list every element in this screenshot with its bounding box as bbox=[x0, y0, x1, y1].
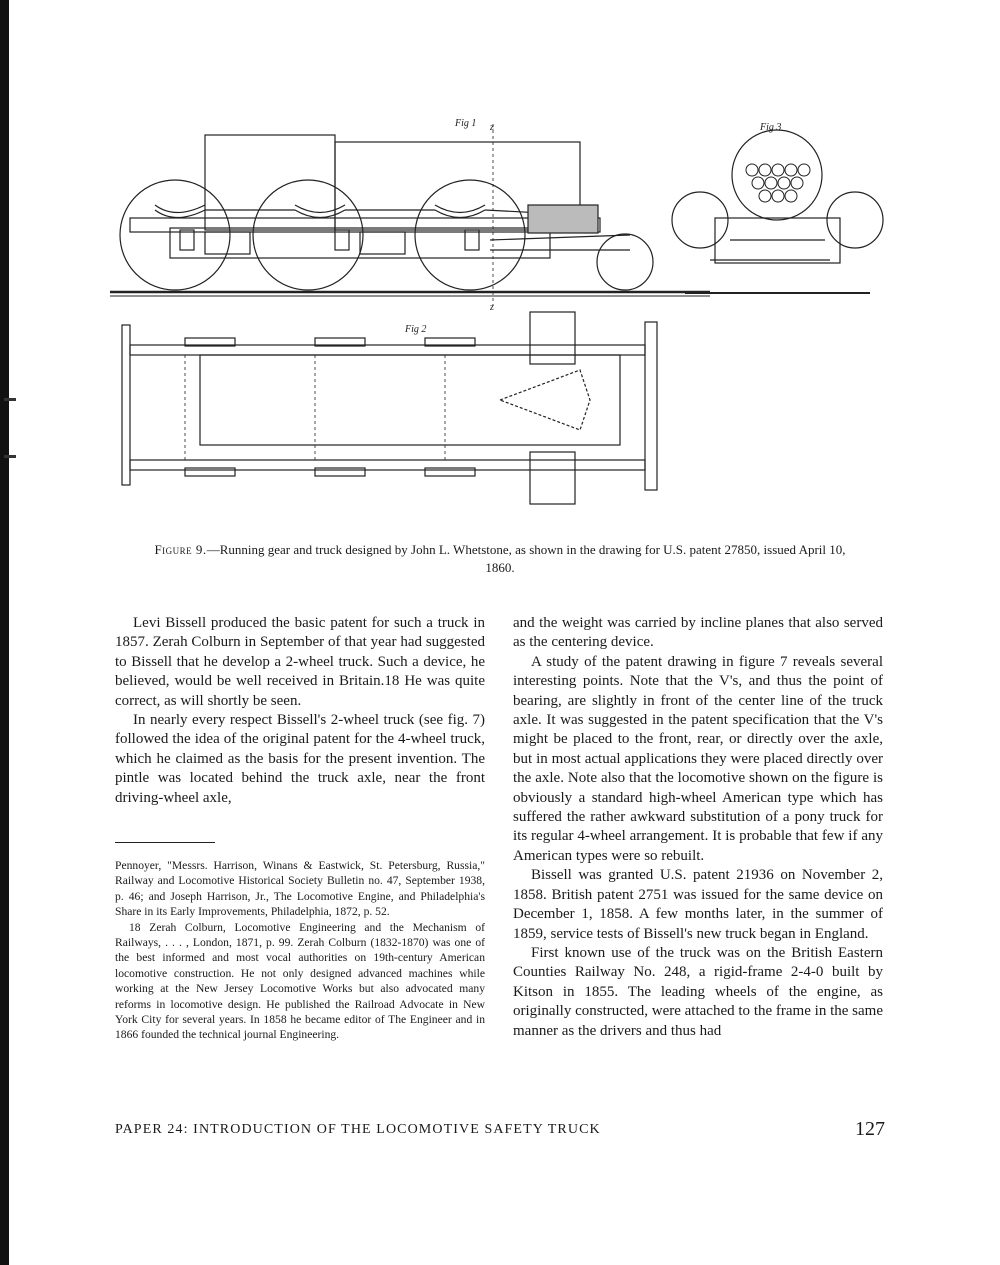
fig1-label: Fig 1 bbox=[455, 118, 477, 129]
section-mark-top: z bbox=[490, 122, 494, 133]
binding-mark bbox=[4, 455, 16, 458]
axle-box bbox=[180, 230, 194, 250]
paragraph: A study of the patent drawing in figure 7 reveals several interesting points. Note that the V's, and thus the point of bearing, are slightly in front of the center line of the truck axle. It was suggested in the patent specification that the V's might be placed to the front, rear, or directly over the axle, but in most actual applications they were placed directly over the axle. Note also that the locomotive shown on the figure is obviously a standard high-wheel American type which has suffered the rather awkward substitution of a pony truck for its regular 4-wheel arrangement. It is probable that few if any American types were so rebuilt. bbox=[513, 653, 883, 864]
wheel-end-view bbox=[827, 192, 883, 248]
page-footer bbox=[115, 1118, 885, 1142]
wheel-end-view bbox=[672, 192, 728, 248]
boiler-tubes bbox=[746, 164, 810, 202]
plan-truck-v bbox=[500, 370, 590, 430]
boiler-casing-front bbox=[205, 135, 335, 230]
paragraph: First known use of the truck was on the British Eastern Counties Railway No. 248, a rigid-frame 2-4-0 built by Kitson in 1855. The leading wheels of the engine, as originally constructed, were attached to the frame in the same manner as the drivers and thus had bbox=[513, 944, 883, 1039]
footnote-rule bbox=[115, 842, 215, 843]
page-number: 127 bbox=[855, 1118, 885, 1140]
binding-mark bbox=[4, 398, 16, 401]
patent-drawing-figure bbox=[110, 110, 890, 520]
plan-boiler bbox=[200, 355, 620, 445]
left-column bbox=[115, 614, 485, 808]
figure-caption bbox=[150, 541, 850, 577]
axle-box bbox=[465, 230, 479, 250]
section-mark-bottom: z bbox=[490, 302, 494, 313]
fig2-label: Fig 2 bbox=[405, 324, 427, 335]
caption-lead: Figure 9. bbox=[154, 542, 207, 557]
plan-wheel-bottom bbox=[315, 468, 365, 476]
leaf-spring bbox=[155, 210, 205, 218]
paragraph: In nearly every respect Bissell's 2-wheel truck (see fig. 7) followed the idea of the original patent for the 4-wheel truck, which he claimed as the basis for the present invention. The pintle was located behind the truck axle, near the front driving-wheel axle, bbox=[115, 712, 485, 806]
smokebox-end bbox=[732, 130, 822, 220]
driving-wheel bbox=[253, 180, 363, 290]
leaf-spring bbox=[435, 205, 485, 213]
leaf-spring bbox=[295, 205, 345, 213]
footnotes bbox=[115, 858, 485, 1043]
leaf-spring bbox=[295, 210, 345, 218]
right-column bbox=[513, 614, 883, 1041]
plan-wheel-bottom bbox=[185, 468, 235, 476]
footnote: Pennoyer, "Messrs. Harrison, Winans & Eastwick, St. Petersburg, Russia," Railway and Locomotive Historical Society Bulletin no. 47, September 1938, p. 46; and Joseph Harrison, Jr., The Locomotive Engine, and Philadelphia's Share in its Early Improvements, Philadelphia, 1872, p. 52. bbox=[115, 859, 485, 919]
paragraph: and the weight was carried by incline planes that also served as the centering device. bbox=[513, 615, 883, 651]
truck-wheel bbox=[597, 234, 653, 290]
cylinder-saddle bbox=[528, 205, 598, 233]
leaf-spring bbox=[155, 205, 205, 213]
plan-buffer-beam bbox=[645, 322, 657, 490]
driving-wheel bbox=[415, 180, 525, 290]
plan-wheel-bottom bbox=[425, 468, 475, 476]
running-head: PAPER 24: INTRODUCTION OF THE LOCOMOTIVE SAFETY TRUCK bbox=[115, 1122, 601, 1137]
leaf-spring bbox=[435, 210, 485, 218]
caption-text: —Running gear and truck designed by John L. Whetstone, as shown in the drawing for U.S. patent 27850, issued April 10, 1860. bbox=[206, 542, 846, 575]
axle-box bbox=[335, 230, 349, 250]
plan-cylinder-block bbox=[530, 312, 575, 364]
axle-box bbox=[360, 232, 405, 254]
paragraph: Bissell was granted U.S. patent 21936 on November 2, 1858. British patent 2751 was issued for the same device on December 1, 1858. A few months later, in the summer of 1859, service tests of Bissell's new truck began in England. bbox=[513, 867, 883, 942]
driving-wheel bbox=[120, 180, 230, 290]
patent-drawing bbox=[110, 110, 890, 520]
plan-buffer-beam bbox=[122, 325, 130, 485]
fig3-label: Fig 3 bbox=[760, 122, 782, 133]
footnote: 18 Zerah Colburn, Locomotive Engineering and the Mechanism of Railways, . . . , London, 1871, p. 99. Zerah Colburn (1832-1870) was one of the best informed and most vocal authorities on 19th-century American locomotive construction. He not only designed advanced machines while working at the New Jersey Locomotive Works but also advocated many reforms in locomotive design. He published the Railroad Advocate in New York City for several years. In 1858 he became editor of The Engineer and in 1866 founded the technical journal Engineering. bbox=[115, 920, 485, 1042]
binding-edge bbox=[0, 0, 9, 1265]
paragraph: Levi Bissell produced the basic patent for such a truck in 1857. Zerah Colburn in September of that year had suggested to Bissell that he develop a 2-wheel truck. Such a device, he believed, would be well received in Britain.18 He was quite correct, as will shortly be seen. bbox=[115, 615, 485, 709]
